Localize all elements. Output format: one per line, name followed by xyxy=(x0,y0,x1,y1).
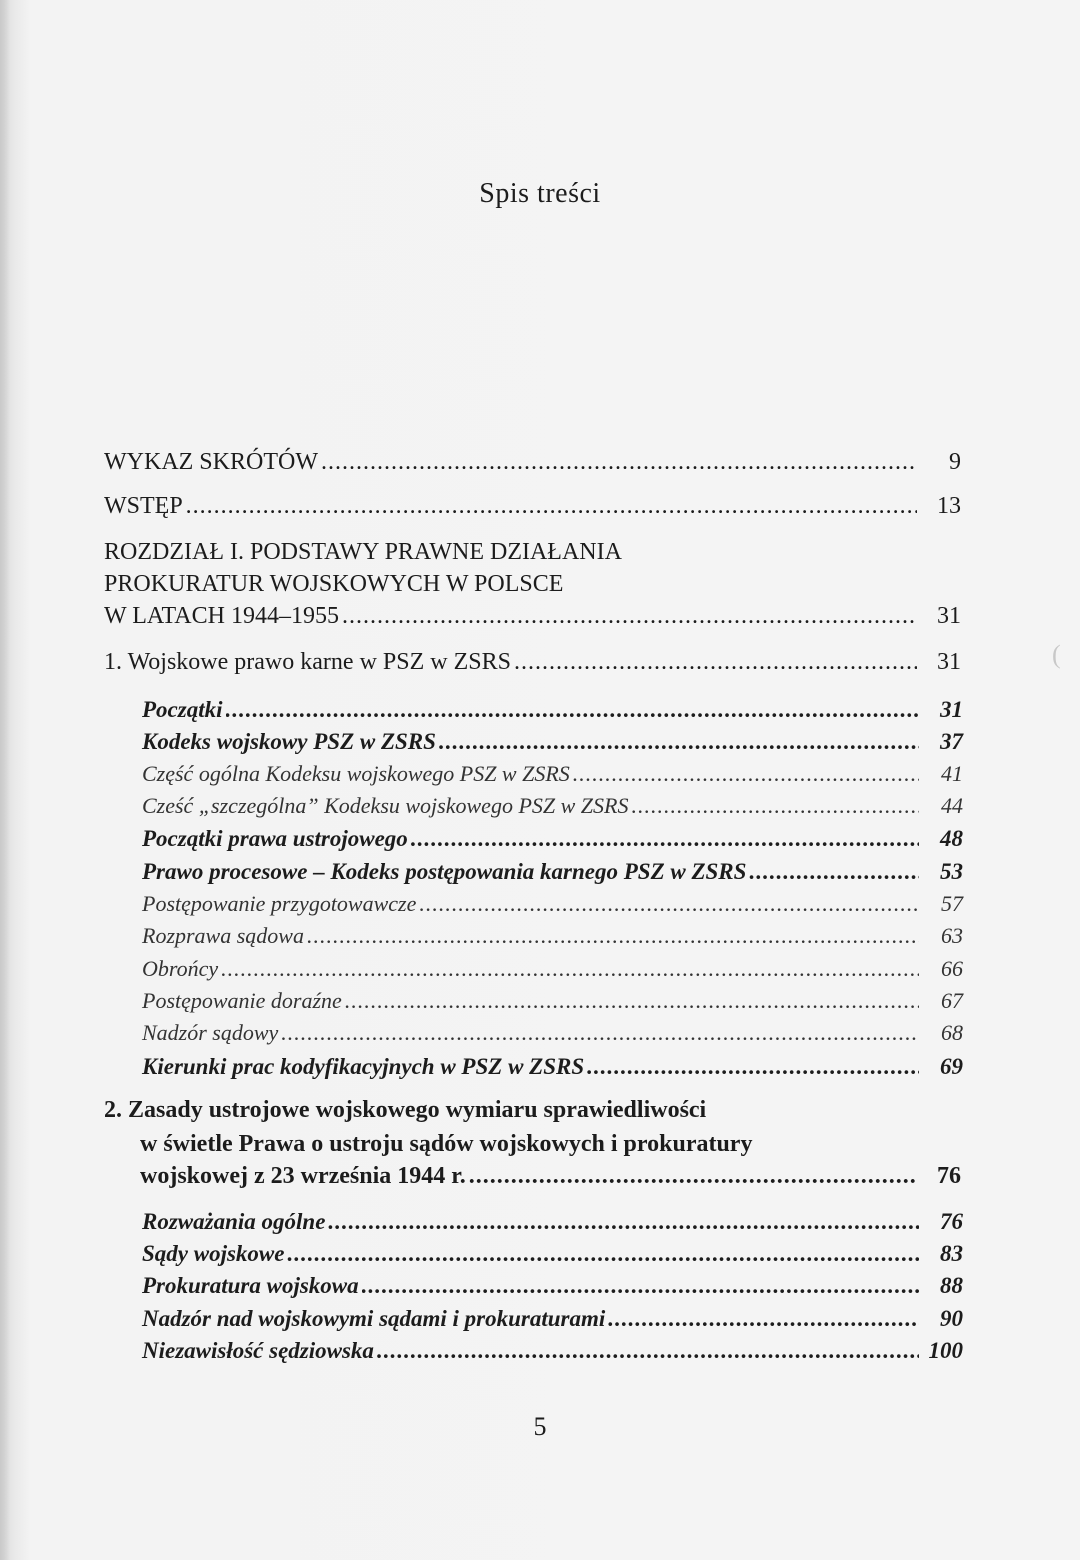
toc-entry xyxy=(142,860,963,883)
margin-mark: ( xyxy=(1052,640,1061,669)
toc-entry-page: 100 xyxy=(928,1338,963,1363)
toc-entry xyxy=(104,604,961,628)
leader-dots xyxy=(587,1055,919,1078)
leader-dots xyxy=(514,650,917,674)
toc-entry xyxy=(142,763,963,785)
leader-dots xyxy=(328,1210,919,1233)
toc-entry-page: 83 xyxy=(940,1241,963,1266)
toc-entry-label: Rozważania ogólne xyxy=(142,1209,326,1234)
toc-entry-label: Niezawisłość sędziowska xyxy=(142,1338,374,1363)
toc-entry xyxy=(104,650,961,674)
toc-entry xyxy=(142,1242,963,1265)
page-number: 5 xyxy=(533,1412,547,1441)
toc-entry-page: 90 xyxy=(940,1306,963,1331)
toc-entry-label: 1. Wojskowe prawo karne w PSZ w ZSRS xyxy=(104,649,511,675)
toc-entry-page: 63 xyxy=(941,923,963,948)
toc-entry-page: 9 xyxy=(949,449,961,475)
toc-entry xyxy=(140,1164,961,1188)
toc-entry-page: 57 xyxy=(941,891,963,916)
leader-dots xyxy=(345,990,919,1012)
toc-entry-page: 68 xyxy=(941,1020,963,1045)
leader-dots xyxy=(307,925,919,947)
toc-entry-page: 31 xyxy=(937,603,961,629)
toc-entry xyxy=(104,494,961,518)
toc-entry-label: Kierunki prac kodyfikacyjnych w PSZ w ZSRS xyxy=(142,1054,585,1079)
toc-section-line: 2. Zasady ustrojowe wojskowego wymiaru sprawiedliwości xyxy=(104,1097,707,1123)
toc-entry-label: Nadzór sądowy xyxy=(142,1020,279,1045)
toc-entry-label: WSTĘP xyxy=(104,493,183,519)
toc-entry xyxy=(142,925,963,947)
toc-entry-label: W LATACH 1944–1955 xyxy=(104,603,339,629)
toc-entry-label: Rozprawa sądowa xyxy=(142,923,304,948)
toc-entry-label: Prokuratura wojskowa xyxy=(142,1273,359,1298)
toc-entry-page: 31 xyxy=(940,697,963,722)
toc-entry-page: 66 xyxy=(941,956,963,981)
leader-dots xyxy=(749,860,919,883)
toc-entry xyxy=(142,827,963,850)
toc-entry-page: 76 xyxy=(940,1209,963,1234)
leader-dots xyxy=(573,763,919,785)
toc-entry xyxy=(142,1022,963,1044)
toc-entry-label: wojskowej z 23 września 1944 r. xyxy=(140,1163,466,1189)
toc-entry-label: Nadzór nad wojskowymi sądami i prokuraturami xyxy=(142,1306,606,1331)
toc-entry-page: 37 xyxy=(940,729,963,754)
toc-entry xyxy=(142,1274,963,1297)
toc-entry xyxy=(142,698,963,721)
leader-dots xyxy=(631,795,919,817)
toc-entry xyxy=(142,1055,963,1078)
leader-dots xyxy=(608,1307,919,1330)
leader-dots xyxy=(362,1274,919,1297)
toc-entry-page: 13 xyxy=(937,493,961,519)
toc-entry xyxy=(142,1210,963,1233)
leader-dots xyxy=(281,1022,919,1044)
toc-entry xyxy=(142,795,963,817)
toc-entry xyxy=(142,1307,963,1330)
leader-dots xyxy=(342,604,917,628)
toc-entry xyxy=(142,730,963,753)
toc-entry-label: Postępowanie doraźne xyxy=(142,988,342,1013)
toc-entry xyxy=(142,958,963,980)
leader-dots xyxy=(287,1242,919,1265)
toc-section-line: w świetle Prawa o ustroju sądów wojskowych i prokuratury xyxy=(140,1131,753,1157)
toc-entry-page: 76 xyxy=(937,1163,961,1189)
leader-dots xyxy=(186,494,917,518)
toc-entry-label: Obrońcy xyxy=(142,956,219,981)
leader-dots xyxy=(221,958,919,980)
leader-dots xyxy=(377,1339,919,1362)
leader-dots xyxy=(419,893,919,915)
toc-entry-label: Postępowanie przygotowawcze xyxy=(142,891,417,916)
leader-dots xyxy=(321,450,917,474)
toc-entry-label: Prawo procesowe – Kodeks postępowania karnego PSZ w ZSRS xyxy=(142,859,747,884)
toc-entry xyxy=(142,1339,963,1362)
toc-entry xyxy=(142,893,963,915)
toc-entry-label: Początki prawa ustrojowego xyxy=(142,826,408,851)
leader-dots xyxy=(411,827,919,850)
toc-entry-label: Część ogólna Kodeksu wojskowego PSZ w ZSRS xyxy=(142,761,570,786)
toc-entry-label: Sądy wojskowe xyxy=(142,1241,285,1266)
leader-dots xyxy=(226,698,920,721)
leader-dots xyxy=(439,730,919,753)
leader-dots xyxy=(469,1164,917,1188)
toc-entry-label: Początki xyxy=(142,697,223,722)
toc-chapter-line: PROKURATUR WOJSKOWYCH W POLSCE xyxy=(104,571,564,597)
toc-entry-label: Kodeks wojskowy PSZ w ZSRS xyxy=(142,729,436,754)
toc-entry xyxy=(142,990,963,1012)
toc-entry-label: WYKAZ SKRÓTÓW xyxy=(104,449,318,475)
toc-chapter-line: ROZDZIAŁ I. PODSTAWY PRAWNE DZIAŁANIA xyxy=(104,539,622,565)
toc-entry-page: 53 xyxy=(940,859,963,884)
toc-entry xyxy=(104,450,961,474)
toc-entry-page: 67 xyxy=(941,988,963,1013)
toc-entry-page: 41 xyxy=(941,761,963,786)
toc-entry-page: 48 xyxy=(940,826,963,851)
toc-entry-page: 44 xyxy=(941,793,963,818)
toc-entry-page: 69 xyxy=(940,1054,963,1079)
page-title: Spis treści xyxy=(479,178,601,209)
toc-entry-page: 88 xyxy=(940,1273,963,1298)
toc-entry-page: 31 xyxy=(937,649,961,675)
toc-entry-label: Cześć „szczególna” Kodeksu wojskowego PSZ w ZSRS xyxy=(142,793,629,818)
